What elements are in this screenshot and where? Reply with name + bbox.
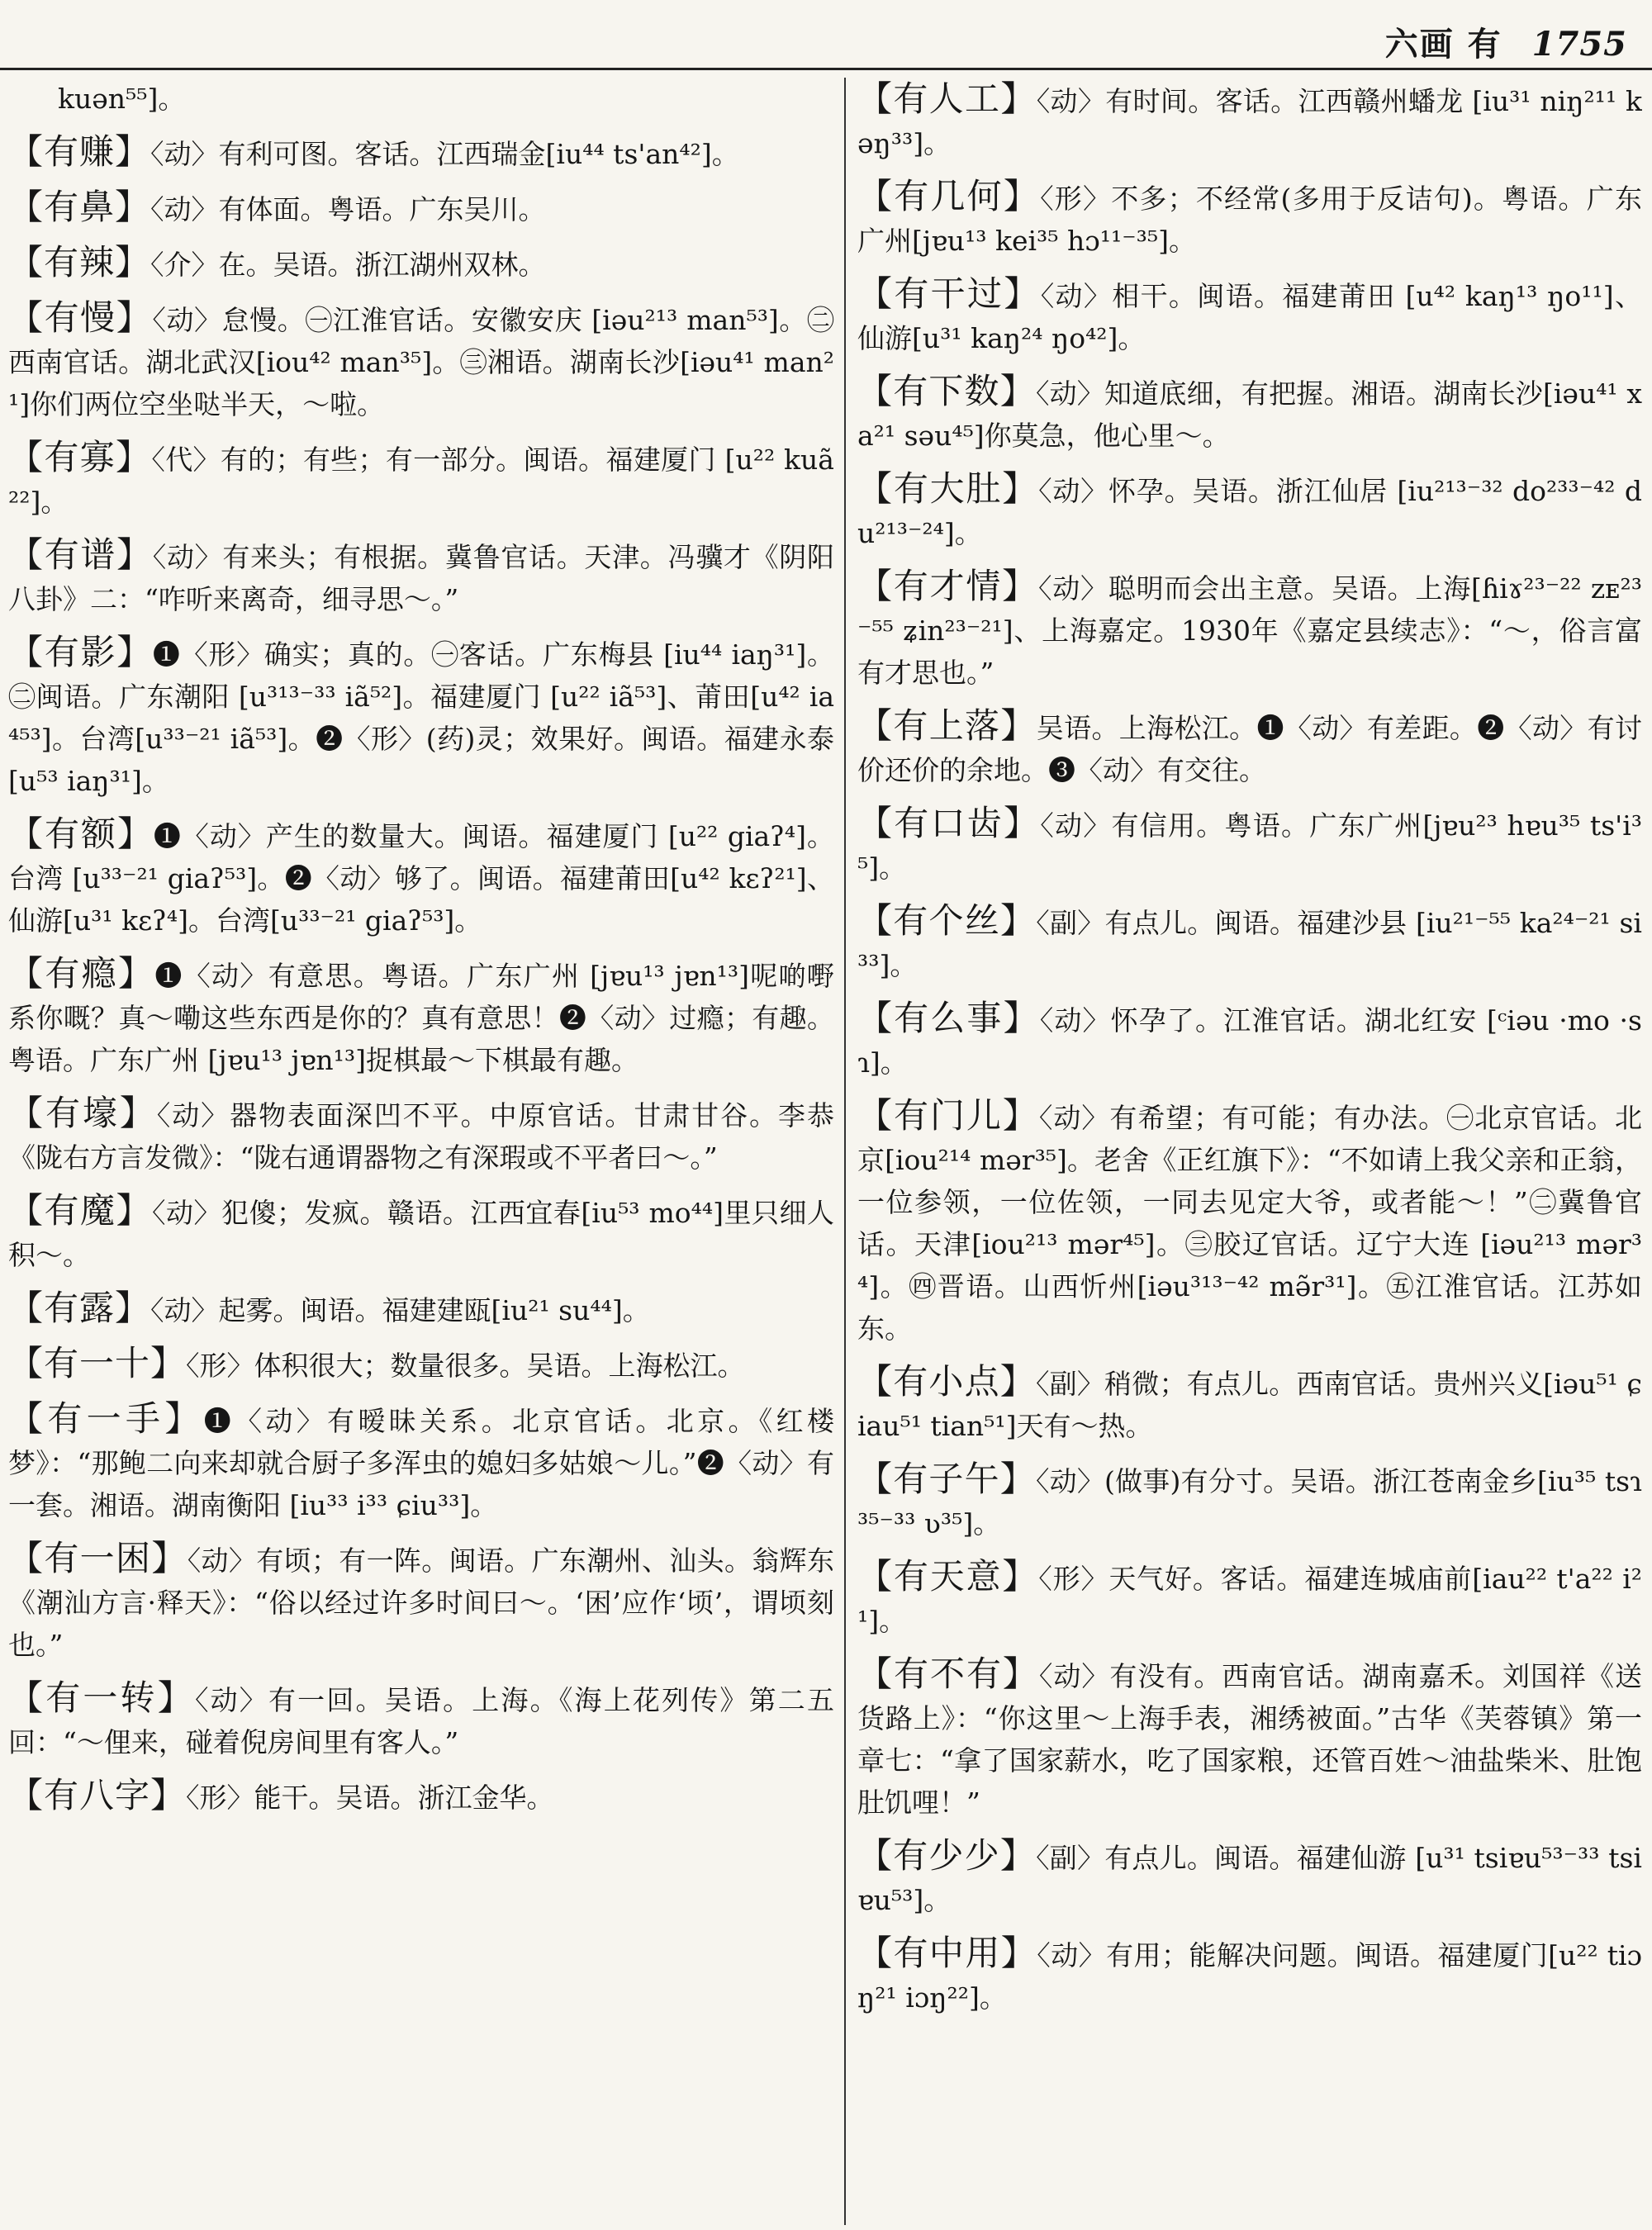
dictionary-entry [8, 952, 834, 1081]
entry-definition: 〈形〉体积很大；数量很多。吴语。上海松江。 [186, 1350, 745, 1382]
entry-headword: 【有一转】 [8, 1677, 195, 1718]
dictionary-entry [8, 813, 834, 942]
entry-headword: 【有寡】 [8, 437, 152, 477]
dictionary-entry [8, 436, 834, 523]
entry-definition: 〈副〉稍微；有点儿。西南官话。贵州兴义[iəu⁵¹ ɕiau⁵¹ tian⁵¹]天有～热。 [857, 1368, 1642, 1442]
page-number: 1755 [1531, 25, 1627, 64]
entry-headword: 【有下数】 [857, 371, 1036, 411]
dictionary-entry [8, 1774, 834, 1819]
entry-headword: 【有才情】 [857, 566, 1038, 606]
entry-headword: 【有慢】 [8, 297, 153, 338]
entry-headword: 【有一困】 [8, 1538, 188, 1578]
entry-headword: 【有小点】 [857, 1361, 1036, 1402]
entry-definition: 〈动〉怀孕。吴语。浙江仙居 [iu²¹³⁻³² do²³³⁻⁴² du²¹³⁻²⁴]。 [857, 475, 1642, 549]
entry-definition: kuən⁵⁵]。 [58, 83, 186, 115]
entry-definition: 〈介〉在。吴语。浙江湖州双林。 [150, 249, 546, 281]
entry-headword: 【有魔】 [8, 1190, 152, 1231]
dictionary-entry [857, 997, 1642, 1084]
entry-definition: 〈形〉能干。吴语。浙江金华。 [186, 1782, 554, 1814]
entry-definition: ❶〈动〉有暧昧关系。北京官话。北京。《红楼梦》：“那鲍二向来却就合厨子多浑虫的媳妇多姑娘～儿。”❷〈动〉有一套。湘语。湖南衡阳 [iu³³ i³³ ɕiu³³]。 [8, 1405, 834, 1521]
entry-headword: 【有露】 [8, 1288, 151, 1328]
entry-headword: 【有壕】 [8, 1093, 157, 1133]
entry-headword: 【有子午】 [857, 1459, 1036, 1499]
entry-headword: 【有中用】 [857, 1933, 1037, 1973]
entry-definition: 〈代〉有的；有些；有一部分。闽语。福建厦门 [u²² kuã²²]。 [8, 444, 834, 518]
entry-definition: 〈动〉起雾。闽语。福建建瓯[iu²¹ su⁴⁴]。 [150, 1294, 650, 1326]
dictionary-entry [8, 1189, 834, 1276]
dictionary-entry [857, 802, 1642, 889]
entry-definition: 〈副〉有点儿。闽语。福建仙游 [u³¹ tsiɐu⁵³⁻³³ tsiɐu⁵³]。 [857, 1842, 1642, 1916]
entry-definition: 〈动〉知道底细，有把握。湘语。湖南长沙[iəu⁴¹ xa²¹ səu⁴⁵]你莫急，他心里～。 [857, 377, 1642, 452]
dictionary-entry [857, 1360, 1642, 1447]
dictionary-entry [8, 1342, 834, 1387]
dictionary-entry [8, 78, 834, 120]
entry-headword: 【有赚】 [8, 131, 151, 172]
entry-headword: 【有个丝】 [857, 900, 1037, 941]
dictionary-entry [857, 175, 1642, 262]
dictionary-entry [8, 130, 834, 175]
dictionary-entry [857, 370, 1642, 457]
dictionary-body [0, 78, 1652, 2225]
entry-headword: 【有一十】 [8, 1343, 187, 1383]
dictionary-entry [8, 1677, 834, 1763]
entry-definition: 〈形〉天气好。客话。福建连城庙前[iau²² t'a²² i²¹]。 [857, 1563, 1642, 1637]
dictionary-entry [857, 467, 1642, 554]
right-column [857, 78, 1642, 2225]
entry-definition: 〈动〉器物表面深凹不平。中原官话。甘肃甘谷。李恭《陇右方言发微》：“陇右通谓器物之有深瑕或不平者曰～。” [8, 1099, 834, 1174]
entry-definition: ❶〈形〉确实；真的。㊀客话。广东梅县 [iu⁴⁴ iaŋ³¹]。㊁闽语。广东潮阳 [u³¹³⁻³³ iã⁵²]。福建厦门 [u²² iã⁵³]、莆田[u⁴² ia⁴⁵³]。台湾[u³³⁻²¹ iã⁵³]。❷〈形〉(药)灵；效果好。闽语。福建永泰[u⁵³ iaŋ³¹]。 [8, 638, 834, 797]
entry-definition: 〈动〉有来头；有根据。冀鲁官话。天津。冯骥才《阴阳八卦》二：“咋听来离奇，细寻思～。” [8, 541, 834, 615]
running-header [1385, 18, 1627, 65]
entry-headword: 【有八字】 [8, 1775, 187, 1815]
dictionary-entry [857, 899, 1642, 986]
entry-headword: 【有瘾】 [8, 953, 155, 994]
entry-headword: 【有额】 [8, 814, 154, 854]
dictionary-entry [857, 273, 1642, 359]
entry-definition: 〈动〉有利可图。客话。江西瑞金[iu⁴⁴ ts'an⁴²]。 [150, 138, 739, 170]
dictionary-entry [8, 186, 834, 230]
dictionary-entry [8, 241, 834, 286]
entry-definition: 〈动〉有时间。客话。江西赣州蟠龙 [iu³¹ niŋ²¹¹ kəŋ³³]。 [857, 85, 1642, 159]
entry-headword: 【有影】 [8, 632, 153, 672]
dictionary-entry [8, 1092, 834, 1179]
entry-headword: 【有干过】 [857, 273, 1041, 314]
dictionary-entry [857, 1834, 1642, 1921]
entry-headword: 【有不有】 [857, 1654, 1039, 1694]
dictionary-entry [857, 1458, 1642, 1544]
entry-definition: 〈动〉有信用。粤语。广东广州[jɐu²³ hɐu³⁵ ts'i³⁵]。 [857, 809, 1642, 884]
entry-definition: 〈动〉聪明而会出主意。吴语。上海[ɦiɤ²³⁻²² zᴇ²³⁻⁵⁵ ʑin²³⁻²¹]、上海嘉定。1930年《嘉定县续志》：“～，俗言富有才思也。” [857, 572, 1642, 689]
dictionary-entry [857, 705, 1642, 791]
entry-headword: 【有人工】 [857, 78, 1037, 119]
dictionary-entry [857, 1094, 1642, 1350]
entry-definition: 〈动〉有没有。西南官话。湖南嘉禾。刘国祥《送货路上》：“你这里～上海手表，湘绣被面。”古华《芙蓉镇》第一章七：“拿了国家薪水，吃了国家粮，还管百姓～油盐柴米、肚饱肚饥哩！” [857, 1660, 1642, 1819]
entry-definition: 〈动〉有一回。吴语。上海。《海上花列传》第二五回：“～俚来，碰着倪房间里有客人。” [8, 1684, 834, 1758]
dictionary-entry [8, 1397, 834, 1526]
entry-headword: 【有少少】 [857, 1835, 1037, 1876]
dictionary-entry [857, 1555, 1642, 1642]
entry-definition: 〈动〉(做事)有分寸。吴语。浙江苍南金乡[iu³⁵ tsɿ³⁵⁻³³ ʋ³⁵]。 [857, 1465, 1642, 1540]
entry-definition: 〈动〉有希望；有可能；有办法。㊀北京官话。北京[iou²¹⁴ mər³⁵]。老舍《正红旗下》：“不如请上我父亲和正翁，一位参领，一位佐领，一同去见定大爷，或者能～！”㊁冀鲁官话。天津[iou²¹³ mər⁴⁵]。㊂胶辽官话。辽宁大连 [iəu²¹³ mər³⁴]。㊃晋语。山西忻州[iəu³¹³⁻⁴² mə̃r³¹]。㊄江淮官话。江苏如东。 [857, 1102, 1642, 1345]
entry-definition: 〈动〉有体面。粤语。广东吴川。 [150, 193, 546, 225]
dictionary-entry [857, 1932, 1642, 2019]
header-rule [0, 68, 1652, 70]
dictionary-entry [8, 297, 834, 425]
entry-headword: 【有大肚】 [857, 468, 1039, 509]
entry-definition: 〈动〉怀孕了。江淮官话。湖北红安 [ᶜiəu ·mo ·sɿ]。 [857, 1004, 1642, 1079]
entry-headword: 【有几何】 [857, 176, 1041, 216]
dictionary-entry [8, 1287, 834, 1331]
entry-headword: 【有口齿】 [857, 803, 1041, 843]
entry-definition: 〈形〉不多；不经常(多用于反诘句)。粤语。广东广州[jɐu¹³ kei³⁵ hɔ¹¹⁻³⁵]。 [857, 183, 1642, 257]
left-column [8, 78, 834, 2225]
entry-headword: 【有么事】 [857, 998, 1040, 1038]
entry-headword: 【有辣】 [8, 242, 151, 282]
entry-headword: 【有一手】 [8, 1398, 204, 1439]
entry-definition: 〈动〉相干。闽语。福建莆田 [u⁴² kaŋ¹³ ŋo¹¹]、仙游[u³¹ kaŋ²⁴ ŋo⁴²]。 [857, 280, 1642, 354]
entry-headword: 【有门儿】 [857, 1095, 1039, 1136]
entry-definition: 〈动〉犯傻；发疯。赣语。江西宜春[iu⁵³ mo⁴⁴]里只细人积～。 [8, 1197, 834, 1271]
entry-definition: 〈副〉有点儿。闽语。福建沙县 [iu²¹⁻⁵⁵ ka²⁴⁻²¹ si³³]。 [857, 907, 1642, 981]
dictionary-entry [857, 78, 1642, 164]
entry-headword: 【有天意】 [857, 1556, 1039, 1597]
entry-definition: ❶〈动〉有意思。粤语。广东广州 [jɐu¹³ jɐn¹³]呢啲嘢系你嘅？真～嘞这些东西是你的？真有意思！❷〈动〉过瘾；有趣。粤语。广东广州 [jɐu¹³ jɐn¹³]捉棋最～下棋最有趣。 [8, 960, 834, 1076]
entry-definition: 〈动〉有顷；有一阵。闽语。广东潮州、汕头。翁辉东《潮汕方言·释天》：“俗以经过许多时间曰～。‘困’应作‘顷’，谓顷刻也。” [8, 1544, 834, 1661]
entry-definition: 〈动〉有用；能解决问题。闽语。福建厦门[u²² tiɔŋ²¹ iɔŋ²²]。 [857, 1939, 1642, 2014]
entry-headword: 【有谱】 [8, 534, 153, 575]
entry-definition: ❶〈动〉产生的数量大。闽语。福建厦门 [u²² giaʔ⁴]。台湾 [u³³⁻²¹ giaʔ⁵³]。❷〈动〉够了。闽语。福建莆田[u⁴² kɛʔ²¹]、仙游[u³¹ kɛʔ⁴]。台湾[u³³⁻²¹ giaʔ⁵³]。 [8, 820, 834, 937]
dictionary-entry [857, 1653, 1642, 1824]
entry-headword: 【有上落】 [857, 705, 1037, 746]
section-label: 六画 有 [1384, 25, 1502, 64]
dictionary-entry [8, 1537, 834, 1666]
entry-headword: 【有鼻】 [8, 187, 151, 227]
dictionary-entry [857, 565, 1642, 694]
dictionary-entry [8, 631, 834, 802]
dictionary-entry [8, 534, 834, 620]
entry-definition: 吴语。上海松江。❶〈动〉有差距。❷〈动〉有讨价还价的余地。❸〈动〉有交往。 [857, 712, 1642, 786]
entry-definition: 〈动〉怠慢。㊀江淮官话。安徽安庆 [iəu²¹³ man⁵³]。㊁西南官话。湖北武汉[iou⁴² man³⁵]。㊂湘语。湖南长沙[iəu⁴¹ man²¹]你们两位空坐哒半天，～啦。 [8, 304, 834, 420]
